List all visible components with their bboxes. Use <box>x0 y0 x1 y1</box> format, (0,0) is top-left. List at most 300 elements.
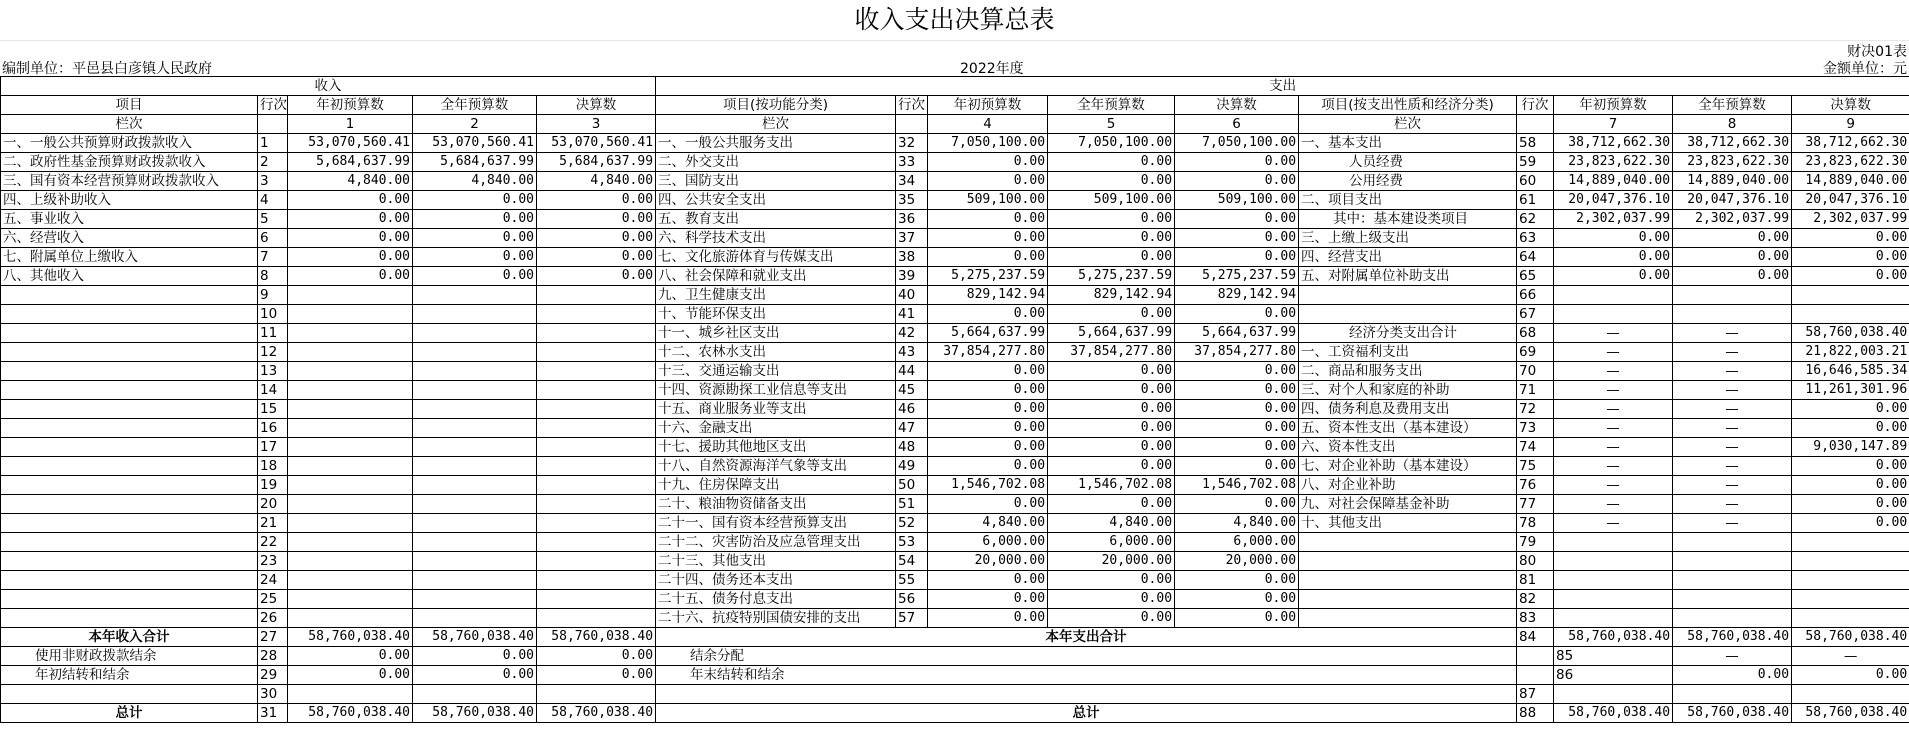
econ-item <box>1299 286 1517 305</box>
func-full: 0.00 <box>1048 305 1175 324</box>
row-number: 69 <box>1517 343 1554 362</box>
econ-item: 人员经费 <box>1299 153 1517 172</box>
income-item <box>1 609 258 628</box>
func-initial: 37,854,277.80 <box>928 343 1048 362</box>
income-initial <box>288 457 413 476</box>
econ-final: 0.00 <box>1792 419 1909 438</box>
income-final <box>537 400 656 419</box>
total-row <box>1 628 1909 647</box>
econ-full <box>1673 533 1792 552</box>
income-initial <box>288 514 413 533</box>
func-initial: 0.00 <box>928 305 1048 324</box>
income-full <box>413 305 537 324</box>
income-initial <box>288 476 413 495</box>
income-final <box>537 305 656 324</box>
income-initial: 53,070,560.41 <box>288 134 413 153</box>
econ-item <box>1299 571 1517 590</box>
func-full: 0.00 <box>1048 229 1175 248</box>
econ-initial: — <box>1554 343 1673 362</box>
econ-initial: — <box>1554 476 1673 495</box>
row-number: 11 <box>258 324 288 343</box>
empty-cell <box>1517 647 1554 666</box>
econ-final: 0.00 <box>1792 229 1909 248</box>
func-initial: 0.00 <box>928 248 1048 267</box>
func-full: 509,100.00 <box>1048 191 1175 210</box>
row-number: 24 <box>258 571 288 590</box>
income-final <box>537 514 656 533</box>
econ-full <box>1673 552 1792 571</box>
econ-final: 58,760,038.40 <box>1792 324 1909 343</box>
func-initial: 7,050,100.00 <box>928 134 1048 153</box>
func-full: 5,664,637.99 <box>1048 324 1175 343</box>
func-item: 十三、交通运输支出 <box>656 362 896 381</box>
income-final <box>537 419 656 438</box>
row-number: 42 <box>896 324 928 343</box>
func-full: 0.00 <box>1048 153 1175 172</box>
econ-full: — <box>1673 476 1792 495</box>
table-row <box>1 381 1909 400</box>
income-full <box>413 552 537 571</box>
row-number: 57 <box>896 609 928 628</box>
func-full: 37,854,277.80 <box>1048 343 1175 362</box>
income-final <box>537 476 656 495</box>
econ-item: 十、其他支出 <box>1299 514 1517 533</box>
func-final: 0.00 <box>1175 210 1299 229</box>
total-income-initial: 58,760,038.40 <box>288 628 413 647</box>
row-number: 56 <box>896 590 928 609</box>
table-row <box>1 229 1909 248</box>
econ-initial: 0.00 <box>1554 229 1673 248</box>
empty-cell <box>896 115 928 134</box>
row-number: 2 <box>258 153 288 172</box>
grand-income-full: 58,760,038.40 <box>413 704 537 723</box>
income-full: 0.00 <box>413 229 537 248</box>
econ-item: 五、资本性支出（基本建设） <box>1299 419 1517 438</box>
func-final: 20,000.00 <box>1175 552 1299 571</box>
income-initial: 0.00 <box>288 248 413 267</box>
econ-item: 经济分类支出合计 <box>1299 324 1517 343</box>
econ-initial: — <box>1554 495 1673 514</box>
income-item <box>1 324 258 343</box>
table-row <box>1 210 1909 229</box>
table-row <box>1 533 1909 552</box>
income-item <box>1 495 258 514</box>
income-final: 5,684,637.99 <box>537 153 656 172</box>
func-final: 7,050,100.00 <box>1175 134 1299 153</box>
econ-full: — <box>1673 362 1792 381</box>
econ-final: 16,646,585.34 <box>1792 362 1909 381</box>
econ-initial <box>1554 305 1673 324</box>
func-full: 20,000.00 <box>1048 552 1175 571</box>
econ-initial <box>1554 552 1673 571</box>
table-row <box>1 685 1909 704</box>
col-final: 决算数 <box>1792 96 1909 115</box>
row-number: 44 <box>896 362 928 381</box>
row-number: 19 <box>258 476 288 495</box>
econ-item <box>1299 552 1517 571</box>
row-number: 10 <box>258 305 288 324</box>
econ-full: — <box>1673 324 1792 343</box>
econ-item: 五、对附属单位补助支出 <box>1299 267 1517 286</box>
econ-final: 2,302,037.99 <box>1792 210 1909 229</box>
grand-expense-initial: 58,760,038.40 <box>1554 704 1673 723</box>
func-initial: 0.00 <box>928 400 1048 419</box>
income-full <box>413 324 537 343</box>
econ-initial: 2,302,037.99 <box>1554 210 1673 229</box>
col-num: 1 <box>288 115 413 134</box>
econ-final: 0.00 <box>1792 514 1909 533</box>
row-number: 77 <box>1517 495 1554 514</box>
econ-final <box>1792 533 1909 552</box>
money-unit: 金额单位：元 <box>1823 61 1907 77</box>
income-full <box>413 495 537 514</box>
func-item: 六、科学技术支出 <box>656 229 896 248</box>
func-initial: 0.00 <box>928 571 1048 590</box>
lanci-label: 栏次 <box>1299 115 1517 134</box>
empty-cell <box>1517 666 1554 685</box>
econ-initial <box>1554 609 1673 628</box>
func-item: 十、节能环保支出 <box>656 305 896 324</box>
col-num: 3 <box>537 115 656 134</box>
income-initial <box>288 609 413 628</box>
row-number: 3 <box>258 172 288 191</box>
econ-final <box>1792 571 1909 590</box>
econ-full: 23,823,622.30 <box>1673 153 1792 172</box>
econ-item: 二、商品和服务支出 <box>1299 362 1517 381</box>
row-number: 40 <box>896 286 928 305</box>
col-final: 决算数 <box>537 96 656 115</box>
income-initial <box>288 286 413 305</box>
income-initial <box>288 400 413 419</box>
econ-initial: — <box>1554 324 1673 343</box>
section-income: 收入 <box>1 77 656 96</box>
econ-final <box>1792 590 1909 609</box>
row-number: 13 <box>258 362 288 381</box>
row-number: 64 <box>1517 248 1554 267</box>
func-item: 十五、商业服务业等支出 <box>656 400 896 419</box>
func-item: 二、外交支出 <box>656 153 896 172</box>
table-row <box>1 400 1909 419</box>
income-initial <box>288 552 413 571</box>
econ-full: — <box>1673 457 1792 476</box>
table-row <box>1 514 1909 533</box>
econ-full <box>1673 609 1792 628</box>
func-full: 4,840.00 <box>1048 514 1175 533</box>
row-number: 84 <box>1517 628 1554 647</box>
row-number: 14 <box>258 381 288 400</box>
func-item: 十二、农林水支出 <box>656 343 896 362</box>
income-full: 0.00 <box>413 248 537 267</box>
func-final: 0.00 <box>1175 305 1299 324</box>
econ-initial <box>1554 533 1673 552</box>
func-initial: 0.00 <box>928 172 1048 191</box>
lanci-label: 栏次 <box>656 115 896 134</box>
func-initial: 0.00 <box>928 438 1048 457</box>
row-number: 27 <box>258 628 288 647</box>
table-row <box>1 324 1909 343</box>
income-initial <box>288 305 413 324</box>
empty-cell <box>1673 685 1792 704</box>
col-num: 7 <box>1554 115 1673 134</box>
income-final <box>537 571 656 590</box>
income-full <box>413 362 537 381</box>
row-number: 75 <box>1517 457 1554 476</box>
col-initial: 年初预算数 <box>928 96 1048 115</box>
func-full: 829,142.94 <box>1048 286 1175 305</box>
econ-full: — <box>1673 400 1792 419</box>
func-final: 0.00 <box>1175 495 1299 514</box>
income-item <box>1 533 258 552</box>
income-initial <box>288 495 413 514</box>
income-full: 0.00 <box>413 191 537 210</box>
econ-final: 0.00 <box>1792 400 1909 419</box>
balance-full: 0.00 <box>413 666 537 685</box>
empty-cell <box>1517 115 1554 134</box>
income-item <box>1 552 258 571</box>
func-item: 二十、粮油物资储备支出 <box>656 495 896 514</box>
econ-initial: 20,047,376.10 <box>1554 191 1673 210</box>
income-item: 五、事业收入 <box>1 210 258 229</box>
income-final: 0.00 <box>537 229 656 248</box>
func-initial: 4,840.00 <box>928 514 1048 533</box>
econ-item <box>1299 609 1517 628</box>
income-full: 5,684,637.99 <box>413 153 537 172</box>
func-item: 十七、援助其他地区支出 <box>656 438 896 457</box>
table-row <box>1 552 1909 571</box>
row-number: 18 <box>258 457 288 476</box>
income-initial: 0.00 <box>288 267 413 286</box>
row-number: 71 <box>1517 381 1554 400</box>
expense-balance-item: 结余分配 <box>656 647 1517 666</box>
func-full: 5,275,237.59 <box>1048 267 1175 286</box>
func-full: 0.00 <box>1048 362 1175 381</box>
econ-initial: 23,823,622.30 <box>1554 153 1673 172</box>
income-full <box>413 609 537 628</box>
balance-initial: 0.00 <box>288 666 413 685</box>
func-initial: 0.00 <box>928 381 1048 400</box>
econ-item: 六、资本性支出 <box>1299 438 1517 457</box>
row-number: 47 <box>896 419 928 438</box>
table-row <box>1 362 1909 381</box>
econ-full: — <box>1673 495 1792 514</box>
income-final <box>537 457 656 476</box>
grand-expense-full: 58,760,038.40 <box>1673 704 1792 723</box>
row-number: 6 <box>258 229 288 248</box>
func-final: 5,275,237.59 <box>1175 267 1299 286</box>
econ-initial: — <box>1554 438 1673 457</box>
income-full <box>413 438 537 457</box>
table-row <box>1 248 1909 267</box>
row-number: 52 <box>896 514 928 533</box>
econ-final: 0.00 <box>1792 457 1909 476</box>
table-row <box>1 590 1909 609</box>
row-number: 60 <box>1517 172 1554 191</box>
row-number: 35 <box>896 191 928 210</box>
func-initial: 0.00 <box>928 609 1048 628</box>
func-item: 二十五、债务付息支出 <box>656 590 896 609</box>
income-initial <box>288 571 413 590</box>
econ-final <box>1792 305 1909 324</box>
row-number: 86 <box>1554 666 1673 685</box>
row-number: 21 <box>258 514 288 533</box>
econ-item: 四、债务利息及费用支出 <box>1299 400 1517 419</box>
col-row-no: 行次 <box>896 96 928 115</box>
table-row <box>1 172 1909 191</box>
econ-initial <box>1554 571 1673 590</box>
income-full: 4,840.00 <box>413 172 537 191</box>
row-number: 1 <box>258 134 288 153</box>
row-number: 83 <box>1517 609 1554 628</box>
econ-final: 23,823,622.30 <box>1792 153 1909 172</box>
empty-cell <box>258 115 288 134</box>
func-full: 0.00 <box>1048 419 1175 438</box>
func-item: 二十一、国有资本经营预算支出 <box>656 514 896 533</box>
econ-initial: — <box>1554 514 1673 533</box>
func-full: 0.00 <box>1048 457 1175 476</box>
econ-full: 38,712,662.30 <box>1673 134 1792 153</box>
row-number: 78 <box>1517 514 1554 533</box>
col-item: 项目 <box>1 96 258 115</box>
econ-full: — <box>1673 381 1792 400</box>
grand-expense-label: 总计 <box>656 704 1517 723</box>
econ-full <box>1673 590 1792 609</box>
econ-initial <box>1554 286 1673 305</box>
row-number: 41 <box>896 305 928 324</box>
table-row <box>1 476 1909 495</box>
econ-initial: — <box>1554 381 1673 400</box>
expense-balance-full: — <box>1792 647 1909 666</box>
row-number: 8 <box>258 267 288 286</box>
table-row <box>1 286 1909 305</box>
income-item <box>1 419 258 438</box>
form-number: 财决01表 <box>1847 44 1907 60</box>
income-final: 0.00 <box>537 191 656 210</box>
row-number: 48 <box>896 438 928 457</box>
income-item <box>1 476 258 495</box>
func-item: 二十二、灾害防治及应急管理支出 <box>656 533 896 552</box>
row-number: 68 <box>1517 324 1554 343</box>
func-item: 二十四、债务还本支出 <box>656 571 896 590</box>
income-item <box>1 305 258 324</box>
income-item: 四、上级补助收入 <box>1 191 258 210</box>
col-num: 8 <box>1673 115 1792 134</box>
row-number: 88 <box>1517 704 1554 723</box>
econ-item: 二、项目支出 <box>1299 191 1517 210</box>
func-final: 37,854,277.80 <box>1175 343 1299 362</box>
row-number: 15 <box>258 400 288 419</box>
row-number: 67 <box>1517 305 1554 324</box>
balance-item: 年初结转和结余 <box>1 666 258 685</box>
econ-initial <box>1554 590 1673 609</box>
income-item <box>1 571 258 590</box>
econ-full: 0.00 <box>1673 248 1792 267</box>
func-final: 0.00 <box>1175 590 1299 609</box>
func-initial: 0.00 <box>928 590 1048 609</box>
income-full: 0.00 <box>413 210 537 229</box>
income-item <box>1 381 258 400</box>
func-full: 0.00 <box>1048 590 1175 609</box>
income-full <box>413 457 537 476</box>
econ-final: 9,030,147.89 <box>1792 438 1909 457</box>
income-initial: 0.00 <box>288 229 413 248</box>
econ-full: — <box>1673 343 1792 362</box>
row-number: 22 <box>258 533 288 552</box>
func-final: 0.00 <box>1175 153 1299 172</box>
func-item: 一、一般公共服务支出 <box>656 134 896 153</box>
row-number: 79 <box>1517 533 1554 552</box>
balance-item: 使用非财政拨款结余 <box>1 647 258 666</box>
econ-final: 20,047,376.10 <box>1792 191 1909 210</box>
income-full: 53,070,560.41 <box>413 134 537 153</box>
func-item: 八、社会保障和就业支出 <box>656 267 896 286</box>
func-full: 0.00 <box>1048 495 1175 514</box>
func-item: 七、文化旅游体育与传媒支出 <box>656 248 896 267</box>
income-initial <box>288 533 413 552</box>
row-number: 74 <box>1517 438 1554 457</box>
func-final: 0.00 <box>1175 438 1299 457</box>
row-number: 66 <box>1517 286 1554 305</box>
row-number: 25 <box>258 590 288 609</box>
func-initial: 5,275,237.59 <box>928 267 1048 286</box>
econ-final: 21,822,003.21 <box>1792 343 1909 362</box>
expense-balance-initial: — <box>1673 647 1792 666</box>
func-final: 0.00 <box>1175 172 1299 191</box>
econ-final: 0.00 <box>1792 476 1909 495</box>
func-full: 0.00 <box>1048 172 1175 191</box>
empty-cell <box>537 685 656 704</box>
econ-item <box>1299 305 1517 324</box>
row-number: 53 <box>896 533 928 552</box>
balance-full: 0.00 <box>413 647 537 666</box>
econ-item: 七、对企业补助（基本建设） <box>1299 457 1517 476</box>
econ-initial: 38,712,662.30 <box>1554 134 1673 153</box>
income-final <box>537 343 656 362</box>
income-final: 0.00 <box>537 248 656 267</box>
income-full <box>413 514 537 533</box>
income-initial <box>288 438 413 457</box>
table-row <box>1 571 1909 590</box>
income-final <box>537 324 656 343</box>
func-initial: 0.00 <box>928 153 1048 172</box>
income-final <box>537 362 656 381</box>
econ-initial: 14,889,040.00 <box>1554 172 1673 191</box>
table-row <box>1 495 1909 514</box>
econ-final: 0.00 <box>1792 495 1909 514</box>
econ-full: — <box>1673 419 1792 438</box>
func-initial: 0.00 <box>928 457 1048 476</box>
income-full <box>413 343 537 362</box>
row-number: 20 <box>258 495 288 514</box>
econ-item <box>1299 590 1517 609</box>
row-number: 62 <box>1517 210 1554 229</box>
expense-balance-initial: 0.00 <box>1673 666 1792 685</box>
row-number: 29 <box>258 666 288 685</box>
income-initial <box>288 419 413 438</box>
income-item: 三、国有资本经营预算财政拨款收入 <box>1 172 258 191</box>
row-number: 16 <box>258 419 288 438</box>
econ-item: 四、经营支出 <box>1299 248 1517 267</box>
grand-total-row <box>1 704 1909 723</box>
expense-balance-full: 0.00 <box>1792 666 1909 685</box>
row-number: 63 <box>1517 229 1554 248</box>
func-initial: 829,142.94 <box>928 286 1048 305</box>
func-final: 0.00 <box>1175 381 1299 400</box>
func-initial: 0.00 <box>928 229 1048 248</box>
row-number: 26 <box>258 609 288 628</box>
income-item: 六、经营收入 <box>1 229 258 248</box>
col-func-item: 项目(按功能分类) <box>656 96 896 115</box>
econ-initial: 0.00 <box>1554 248 1673 267</box>
